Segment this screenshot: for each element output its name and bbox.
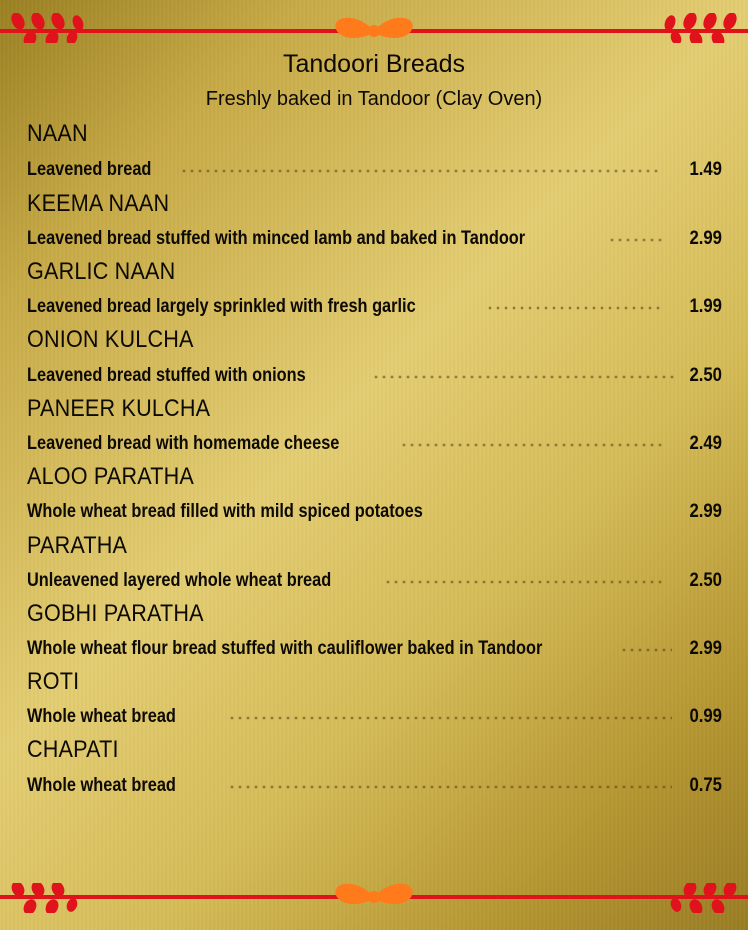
leader-dots: [372, 372, 674, 382]
menu-item-name: KEEMA NAAN: [27, 190, 170, 217]
top-ornament-bar: [0, 13, 748, 43]
menu-item-price: 1.49: [689, 159, 722, 180]
top-bow-icon: [335, 18, 412, 38]
menu-item-description: Leavened bread largely sprinkled with fresh garlic: [27, 296, 416, 317]
menu-item-price: 2.50: [689, 570, 722, 591]
menu-item-description: Whole wheat bread: [27, 706, 176, 727]
menu-item-price: 0.75: [689, 775, 722, 796]
menu-item-description: Leavened bread stuffed with minced lamb and baked in Tandoor: [27, 228, 526, 249]
menu-item-price: 2.49: [689, 433, 722, 454]
leader-dots: [180, 166, 662, 176]
menu-item-description: Whole wheat bread filled with mild spiced potatoes: [27, 501, 423, 522]
menu-item-name: PANEER KULCHA: [27, 395, 211, 422]
menu-subtitle: Freshly baked in Tandoor (Clay Oven): [205, 88, 543, 110]
menu-item-price: 2.99: [689, 638, 722, 659]
menu-item-price: 0.99: [689, 706, 722, 727]
bottom-bow-icon: [335, 884, 412, 904]
menu-item-description: Leavened bread with homemade cheese: [27, 433, 340, 454]
menu-title: Tandoori Breads: [282, 50, 466, 78]
menu-item-description: Whole wheat bread: [27, 775, 176, 796]
menu-item-description: Leavened bread stuffed with onions: [27, 365, 306, 386]
leader-dots: [608, 235, 662, 245]
leader-dots: [228, 782, 672, 792]
menu-item-price: 1.99: [689, 296, 722, 317]
bottom-ornament-bar: [0, 883, 748, 913]
menu-item-name: ALOO PARATHA: [27, 463, 195, 490]
menu-item-price: 2.50: [689, 365, 722, 386]
menu-item-name: ONION KULCHA: [27, 326, 194, 353]
right-swirl-ornament-icon: [663, 13, 740, 43]
menu-item-description: Whole wheat flour bread stuffed with cauliflower baked in Tandoor: [27, 638, 543, 659]
leader-dots: [228, 713, 672, 723]
leader-dots: [400, 440, 662, 450]
menu-item-description: Unleavened layered whole wheat bread: [27, 570, 332, 591]
menu-item-description: Leavened bread: [27, 159, 152, 180]
leader-dots: [620, 645, 672, 655]
menu-item-name: PARATHA: [27, 532, 128, 559]
menu-item-name: CHAPATI: [27, 736, 119, 763]
leader-dots: [486, 303, 662, 313]
menu-item-name: ROTI: [27, 668, 80, 695]
leader-dots: [384, 577, 662, 587]
menu-item-price: 2.99: [689, 501, 722, 522]
menu-item-name: GOBHI PARATHA: [27, 600, 204, 627]
left-swirl-ornament-icon: [9, 13, 86, 43]
menu-item-name: NAAN: [27, 120, 88, 147]
menu-item-price: 2.99: [689, 228, 722, 249]
menu-item-name: GARLIC NAAN: [27, 258, 176, 285]
